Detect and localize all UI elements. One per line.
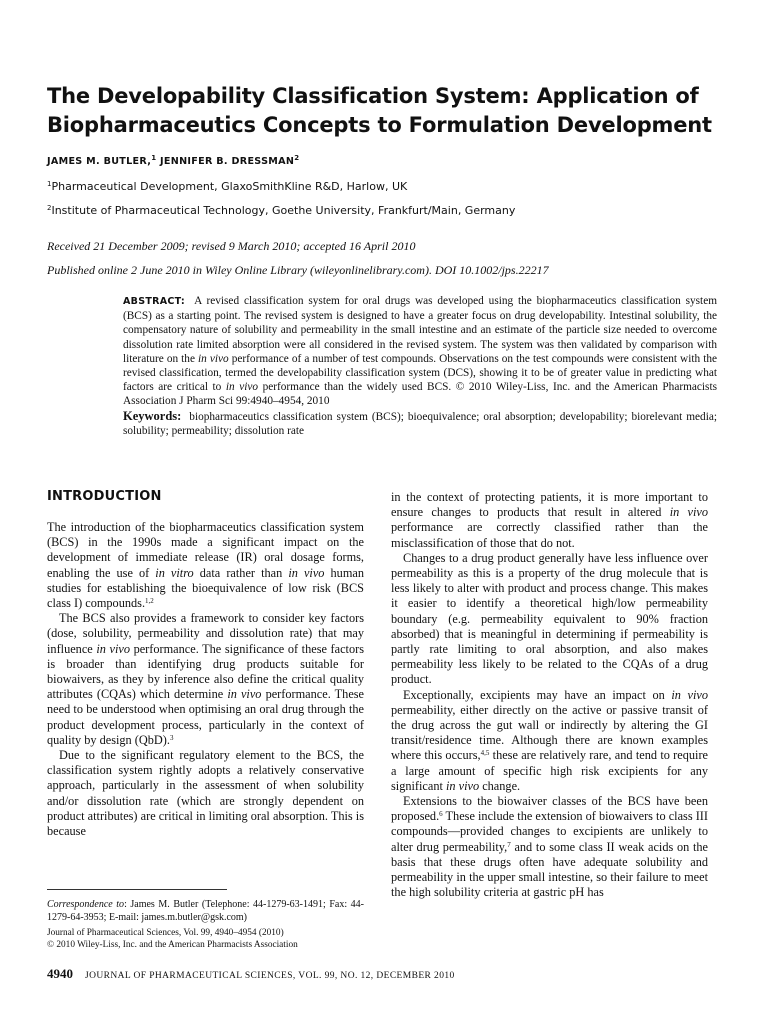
keywords-label: Keywords:	[123, 408, 182, 423]
affiliation	[47, 204, 515, 217]
page-footer	[47, 965, 717, 983]
citation-ref[interactable]: 1,2	[145, 597, 154, 606]
paragraph-text: The BCS also provides a framework to consider key factors (dose, solubility, permeability and dissolution rate) that may influence	[47, 611, 364, 656]
author-name: JAMES M. BUTLER,	[47, 156, 152, 167]
paragraph-text: in the context of protecting patients, it is more important to ensure changes to products that result in altered	[391, 490, 708, 520]
abstract	[123, 294, 717, 438]
italic-term: in vivo	[96, 641, 130, 656]
page-number: 4940	[47, 966, 73, 981]
author-affiliation-mark: 2	[294, 154, 300, 162]
paragraph: Changes to a drug product generally have less influence over permeability as this is a property of the drug molecule that is less likely to alter with product and process change. This makes it easier to identify a theoretical high/low permeability boundary (e.g. permeability equivalent to 90% fraction absorbed) that is meaningful in determining if permeability is partly rate limiting to oral absorption, and also makes permeability less likely to be related to the CQAs of a drug product.	[391, 550, 708, 687]
paragraph-text: human studies for establishing the bioequivalence of low risk (BCS class I) compounds.	[47, 565, 364, 611]
affiliation-mark: 2	[47, 204, 52, 212]
affiliation-mark: 1	[47, 180, 52, 188]
footnote	[47, 898, 364, 951]
paragraph-text: these are relatively rare, and tend to require a large amount of specific high risk excipients for any significant	[391, 748, 709, 793]
author-list	[47, 156, 299, 167]
italic-term: in vivo	[669, 505, 709, 520]
abstract-text: A revised classification system for oral drugs was developed using the biopharmaceutics classification system (BCS) as a starting point. The revised system is designed to have a greater focus on drug developability. Intestinal solubility, the compensatory nature of solubility and permeability in the small intestine and an estimate of the particle size needed to overcome dissolution rate limited absorption were all considered in the revised system. The system was then validated by comparison with literature on the	[123, 295, 717, 365]
paragraph	[391, 688, 708, 794]
citation-ref[interactable]: 7	[507, 840, 511, 849]
italic-term: in vivo	[671, 687, 709, 702]
paragraph: Due to the significant regulatory element to the BCS, the classification system rightly adopts a relatively conservative approach, particularly in the assessment of when solubility and/or dissolution rate (which are strongly dependent on product attributes) are critical in limiting oral absorption. This is because	[47, 748, 364, 839]
publication-info: Published online 2 June 2010 in Wiley Online Library (wileyonlinelibrary.com). DOI 10.1002/jps.22217	[47, 263, 549, 277]
italic-term: in vivo	[446, 778, 480, 793]
paragraph-text: performance are correctly classified rather than the misclassification of those that do not.	[391, 520, 708, 550]
footnote-divider	[47, 889, 227, 890]
abstract-text: performance of a number of test compounds. Observations on the test compounds were consistent with the revised classification, termed the developability classification system (DCS), showing it to be of greater value in predicting what factors are critical to	[123, 352, 717, 394]
right-column	[391, 490, 708, 900]
paragraph-text: These include the extension of biowaivers to class III compounds—provided changes to excipients are unlikely to alter drug permeability,	[391, 809, 708, 854]
paragraph	[47, 611, 364, 748]
paragraph-text: data rather than	[199, 565, 283, 580]
author-name: JENNIFER B. DRESSMAN	[160, 156, 295, 167]
paragraph-text: and to some class II weak acids on the basis that these drugs often have adequate solubility and permeability in the upper small intestine, so their failure to meet the high solubility criteria at gastric pH has	[391, 839, 709, 900]
abstract-italic: in vivo	[225, 381, 259, 394]
paragraph-text: change.	[482, 778, 521, 793]
italic-term: in vivo	[288, 565, 325, 580]
citation-ref[interactable]: 4,5	[480, 749, 490, 758]
italic-term: in vivo	[227, 687, 262, 702]
paragraph-text: Extensions to the biowaiver classes of the BCS have been proposed.	[391, 794, 708, 824]
correspondence-text: : James M. Butler (Telephone: 44-1279-63-1491; Fax: 44-1279-64-3953; E-mail: james.m.butler@gsk.com)	[47, 899, 364, 923]
paragraph	[391, 490, 708, 551]
abstract-italic: in vivo	[198, 352, 229, 365]
left-column	[47, 520, 364, 839]
section-heading-introduction: INTRODUCTION	[47, 489, 162, 504]
footnote-copyright: © 2010 Wiley-Liss, Inc. and the American Pharmacists Association	[47, 940, 298, 950]
affiliation-text: Pharmaceutical Development, GlaxoSmithKline R&D, Harlow, UK	[51, 180, 408, 193]
paragraph-text: performance. The significance of these factors is broader than identifying drug products suitable for biowaivers, as they by inference also define the critical quality attributes (CQAs) which determine	[47, 641, 364, 702]
paragraph-text: permeability, either directly on the active or passive transit of the drug across the gut wall or indirectly by altering the GI transit/residence time. Although there are known examples where this occurs,	[391, 702, 708, 763]
paragraph	[391, 794, 708, 900]
paragraph-text: The introduction of the biopharmaceutics classification system (BCS) in the 1990s made a significant impact on the development of immediate release (IR) oral dosage forms, enabling the use of	[47, 520, 364, 580]
paragraph-text: performance. These need to be understood when optimising an oral drug through the product development process, particularly in the context of quality by design (QbD).	[47, 687, 365, 747]
correspondence-note	[47, 898, 364, 924]
received-dates: Received 21 December 2009; revised 9 March 2010; accepted 16 April 2010	[47, 239, 416, 253]
italic-term: in vitro	[155, 565, 194, 580]
journal-citation: Journal of Pharmaceutical Sciences, Vol. 99, 4940–4954 (2010)	[47, 928, 284, 938]
citation-ref[interactable]: 3	[169, 733, 174, 742]
citation-ref[interactable]: 6	[439, 810, 443, 819]
abstract-text: performance than the widely used BCS.	[262, 381, 452, 394]
abstract-copyright: © 2010 Wiley-Liss, Inc. and the American Pharmacists Association J Pharm Sci 99:4940–4954, 2010	[123, 381, 717, 408]
keywords: biopharmaceutics classification system (BCS); bioequivalence; oral absorption; developability; biorelevant media; solubility; permeability; dissolution rate	[123, 410, 717, 437]
affiliation-text: Institute of Pharmaceutical Technology, Goethe University, Frankfurt/Main, Germany	[51, 204, 516, 217]
paragraph-text: Exceptionally, excipients may have an impact on	[403, 687, 665, 702]
correspondence-label: Correspondence to	[47, 899, 125, 910]
paragraph	[47, 520, 364, 611]
article-title: The Developability Classification System: Application of Biopharmaceutics Concepts to Formulation Development	[47, 84, 712, 137]
affiliation	[47, 180, 407, 193]
author-affiliation-mark: 1	[151, 154, 157, 162]
abstract-label: ABSTRACT:	[123, 296, 186, 307]
running-head: JOURNAL OF PHARMACEUTICAL SCIENCES, VOL. 99, NO. 12, DECEMBER 2010	[85, 971, 455, 981]
